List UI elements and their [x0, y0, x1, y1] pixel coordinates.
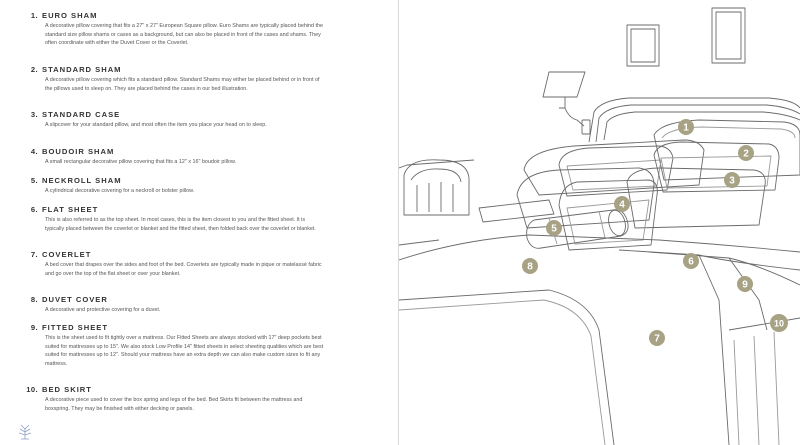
item-description: A small rectangular decorative pillow covering that fits a 12" x 16" boudoir pillow. — [45, 159, 237, 165]
item-title: FITTED SHEET — [42, 323, 109, 332]
marker-label: 10 — [773, 318, 785, 329]
bed-illustration — [399, 0, 800, 445]
item-number: 1. — [30, 11, 38, 20]
legend-item-standard-case — [20, 110, 380, 130]
legend-item-fitted-sheet — [20, 323, 380, 368]
armchair — [404, 160, 469, 215]
item-title: STANDARD SHAM — [42, 65, 122, 74]
item-title: NECKROLL SHAM — [42, 176, 122, 185]
item-number: 4. — [30, 147, 38, 156]
marker-label: 1 — [683, 122, 689, 134]
item-number: 6. — [30, 205, 38, 214]
item-number: 9. — [30, 323, 38, 332]
coverlet — [619, 250, 729, 445]
legend-item-flat-sheet — [20, 205, 380, 233]
item-title: DUVET COVER — [42, 295, 108, 304]
bed-illustration-panel — [399, 0, 800, 445]
wall-floor-line — [399, 160, 474, 168]
marker-label: 6 — [688, 256, 694, 268]
legend-item-standard-sham — [20, 65, 380, 93]
item-description: This is the sheet used to fit tightly over a mattress. Our Fitted Sheets are always stocked with 17" deep pockets best suited for mattresses up to 15". We also stock Low Profile 14" fitted sheets in select sheeting qualities which are best suited for mattresses up to 12". Should your mattress have an extra depth we can also make custom sizes to fit any mattress. — [45, 335, 324, 367]
item-description: A decorative piece used to cover the box spring and legs of the bed. Bed Skirts fit between the mattress and boxspring. They may be finished with either decking or panels. — [45, 397, 303, 412]
item-title: BED SKIRT — [42, 385, 92, 394]
floor-line — [399, 240, 439, 245]
item-number: 8. — [30, 295, 38, 304]
item-number: 10. — [26, 385, 38, 394]
picture-frame-left — [627, 25, 659, 66]
picture-frame-right — [712, 8, 745, 63]
item-description: A decorative and protective covering for a duvet. — [45, 307, 161, 313]
duvet-border-left — [399, 290, 614, 445]
item-description: A cylindrical decorative covering for a neckroll or bolster pillow. — [45, 188, 195, 194]
item-number: 5. — [30, 176, 38, 185]
legend-item-euro-sham — [20, 11, 380, 48]
item-number: 3. — [30, 110, 38, 119]
item-description: This is also referred to as the top sheet. In most cases, this is the item closest to you and the fitted sheet. It is typically placed between the coverlet or blanket and the fitted sheet, then folded back over the coverlet or blanket. — [45, 217, 316, 232]
tree-icon — [16, 422, 34, 440]
item-title: COVERLET — [42, 250, 92, 259]
marker-label: 7 — [654, 333, 660, 345]
marker-label: 9 — [742, 279, 748, 291]
item-number: 2. — [30, 65, 38, 74]
standard-sham-right — [654, 142, 779, 192]
standard-sham-left — [559, 146, 673, 196]
item-title: STANDARD CASE — [42, 110, 121, 119]
marker-label: 2 — [743, 148, 749, 160]
item-number: 7. — [30, 250, 38, 259]
item-title: FLAT SHEET — [42, 205, 99, 214]
item-description: A bed cover that drapes over the sides and foot of the bed. Coverlets are typically made in pique or matelassé fabric and go over the top of the flat sheet or over your blanket. — [45, 262, 322, 277]
item-description: A decorative pillow covering that fits a 27" x 27" European Square pillow. Euro Shams are typically placed behind the standard size pillow shams or cases as a background, but can also be placed in front of the cases and shams. They often coordinate with either the Duvet Cover or the Coverlet. — [45, 23, 324, 47]
legend-item-bed-skirt — [20, 385, 380, 413]
legend-item-coverlet — [20, 250, 380, 278]
marker-label: 5 — [551, 223, 557, 235]
item-description: A decorative pillow covering which fits a standard pillow. Standard Shams may either be placed behind or in front of the pillows used to sleep on. They are placed behind the cases in our bed illustration. — [45, 77, 320, 92]
lamp-mount — [582, 120, 590, 134]
marker-label: 3 — [729, 175, 735, 187]
euro-sham-left — [524, 140, 704, 195]
item-title: EURO SHAM — [42, 11, 98, 20]
marker-label: 8 — [527, 261, 533, 273]
item-title: BOUDOIR SHAM — [42, 147, 115, 156]
legend-item-neckroll-sham — [20, 176, 380, 196]
marker-label: 4 — [619, 199, 625, 211]
legend-panel — [0, 0, 398, 445]
duvet-top-edge — [399, 235, 800, 260]
lamp-arm — [559, 97, 584, 126]
legend-item-duvet-cover — [20, 295, 380, 315]
item-description: A slipcover for your standard pillow, and most often the item you place your head on to sleep. — [45, 122, 267, 128]
lamp-shade — [543, 72, 585, 97]
legend-item-boudoir-sham — [20, 147, 380, 167]
